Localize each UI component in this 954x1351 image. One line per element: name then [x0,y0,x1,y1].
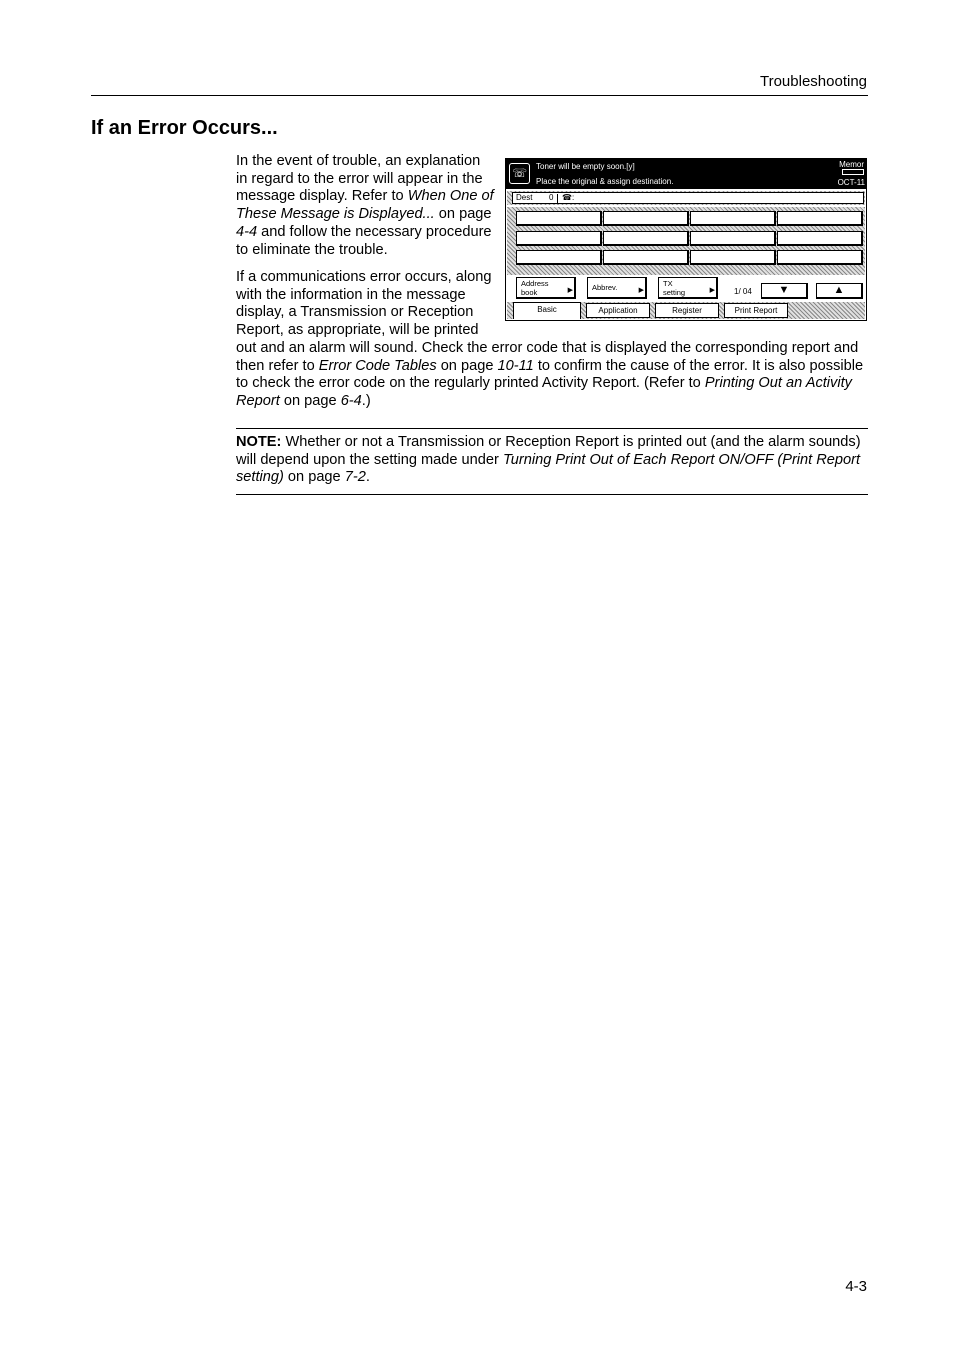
text: to confirm the cause of the error. It is also possible to check the error code on the regularly printed Activity Report. (Refer to [236,357,864,392]
one-touch-key[interactable] [516,231,602,246]
tab-application[interactable]: Application [586,303,650,318]
dest-label: Dest [516,193,533,202]
tx-setting-button[interactable] [658,277,718,299]
tab-register[interactable]: Register [655,303,719,318]
destination-strip [507,191,865,205]
text: .) [361,392,371,409]
button-label: TX [663,279,673,288]
section-title: If an Error Occurs... [91,117,278,139]
panel-message-1: Toner will be empty soon.[y] [536,162,635,171]
text: In the event of trouble, an explanation in regard to the error will appear in the message display. Refer to [236,153,483,205]
address-book-button[interactable] [516,277,576,299]
cross-reference: Turning Print Out of Each Report ON/OFF (Print Report setting) [236,451,861,486]
fax-icon: ☏ [509,163,530,184]
text: out and an alarm will sound. Check the error code that is displayed the corresponding report and then refer to [236,339,859,374]
abbrev-button[interactable] [587,277,647,299]
phone-icon: ☎: [562,193,575,202]
tab-print-report[interactable]: Print Report [724,303,788,318]
page-reference: 6-4 [340,392,362,409]
cross-reference: Error Code Tables [318,357,437,374]
panel-tabs [507,302,865,319]
arrow-up-icon: ▲ [833,284,845,296]
page-reference: 4-4 [236,223,258,240]
arrow-down-icon: ▼ [778,284,790,296]
paragraph-rest [236,340,868,411]
button-label: Address [521,279,549,288]
one-touch-key[interactable] [603,231,689,246]
button-label: book [521,287,538,297]
tab-basic[interactable]: Basic [513,302,581,319]
one-touch-key[interactable] [690,250,776,265]
one-touch-key[interactable] [777,250,863,265]
text: on page [279,392,341,409]
dest-separator [557,194,558,203]
paragraph-top: If a communications error occurs, along with the information in the message display, a Transmission or Reception Report, as appropriate, will be printed [236,269,492,339]
intro-paragraph [236,153,494,259]
note-box [236,428,868,495]
cross-reference: When One of These Message is Displayed... [236,188,494,223]
memory-bar [842,169,864,175]
scroll-up-button[interactable] [816,283,863,299]
text: and follow the necessary procedure to eliminate the trouble. [236,223,492,258]
triangle-right-icon: ▶ [638,287,644,294]
memory-label: Memor [839,160,864,169]
one-touch-key[interactable] [516,211,602,226]
one-touch-grid [507,207,865,275]
scroll-down-button[interactable] [761,283,808,299]
page-reference: 10-11 [497,357,534,374]
one-touch-key[interactable] [777,211,863,226]
page-indicator: 1/ 04 [734,287,752,296]
header-title: Troubleshooting [759,73,867,90]
one-touch-key[interactable] [603,250,689,265]
one-touch-key[interactable] [690,211,776,226]
dest-count: 0 [549,193,554,202]
cross-reference: Printing Out an Activity Report [236,375,852,409]
text: on page [283,469,345,486]
text: Whether or not a Transmission or Reception Report is printed out (and the alarm sounds) will depend upon the setting made under [236,434,861,468]
panel-date: OCT-11 [837,178,865,187]
panel-message-2: Place the original & assign destination. [536,177,674,186]
text: on page [434,206,492,223]
message-display-panel [505,158,867,321]
triangle-right-icon: ▶ [709,287,715,294]
triangle-right-icon: ▶ [567,287,573,294]
text: . [365,469,370,486]
button-label: Abbrev. [592,283,618,292]
page-reference: 7-2 [344,469,366,486]
header-rule [91,95,868,96]
button-label: setting [663,287,686,297]
one-touch-key[interactable] [777,231,863,246]
page-number: 4-3 [845,1278,867,1295]
panel-message-bar [506,159,866,189]
one-touch-key[interactable] [690,231,776,246]
destination-field[interactable] [512,192,864,204]
one-touch-key[interactable] [603,211,689,226]
one-touch-key[interactable] [516,250,602,265]
note-label: NOTE: [236,434,282,450]
text: on page [436,357,498,374]
